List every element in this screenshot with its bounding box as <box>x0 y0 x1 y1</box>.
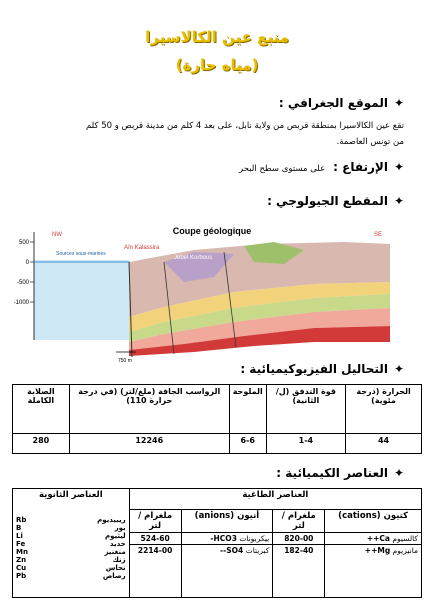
table-row <box>13 434 422 454</box>
location-text: تقع عين الكالاسيرا بمنطقة قربص من ولاية نابل، على بعد 4 كلم من مدينة قربص و 50 كلم من تونس العاصمة. <box>85 121 404 147</box>
secondary-element: Cu نحاس <box>16 564 126 572</box>
table-cell: 1-4 <box>266 434 345 454</box>
cation-value: 820-00 <box>273 533 325 545</box>
y-label: -1000 <box>14 300 29 306</box>
location-heading: ✦الموقع الجغرافي : <box>278 96 404 110</box>
chemical-heading: ✦العناصر الكيميائية : <box>276 466 404 480</box>
altitude-text: على مستوى سطح البحر <box>239 164 326 174</box>
place-label: Sources sous-marines <box>56 251 106 257</box>
anion-cell: كبريتات SO4-- <box>181 545 273 598</box>
secondary-element: Zn زنك <box>16 556 126 564</box>
mg-header: ملغرام / لتر <box>129 510 181 533</box>
secondary-elements-cell: العناصر الثانوية Rb ريبيديوم B بور Li ليثيوم Fe حديد Mn منغنيز Zn زنك Cu نحاس Pb رصاص <box>13 489 130 598</box>
place-label: Jebel Korbous <box>174 255 213 261</box>
scale-label: 750 m <box>118 358 132 364</box>
mg-header: ملغرام / لتر <box>273 510 325 533</box>
altitude-heading: ✦الإرتفاع :على مستوى سطح البحر <box>239 160 404 174</box>
se-label: SE <box>374 232 383 238</box>
main-elements-header: العناصر الطاغية <box>129 489 421 510</box>
geology-cross-section <box>14 222 410 364</box>
secondary-element: Li ليثيوم <box>16 532 126 540</box>
anions-header: أنيون (anions) <box>181 510 273 533</box>
secondary-element: Pb رصاص <box>16 572 126 580</box>
bullet-icon: ✦ <box>393 160 404 174</box>
table-cell: 12246 <box>69 434 229 454</box>
table-header-row <box>13 385 422 434</box>
page-subtitle: (مياه حارة) <box>175 56 259 74</box>
table-cell: 6-6 <box>229 434 266 454</box>
nw-label: NW <box>52 232 62 238</box>
table-header: الملوحة <box>229 385 266 434</box>
physchem-heading: ✦التحاليل الفيزيوكيميائية : <box>240 362 404 376</box>
table-header: الحرارة (درجة مئوية) <box>346 385 422 434</box>
table-cell: 44 <box>346 434 422 454</box>
cations-header: كتيون (cations) <box>325 510 422 533</box>
place-label: Aïn Kalassira <box>124 245 160 251</box>
bullet-icon: ✦ <box>393 362 404 376</box>
anion-value: 2214-00 <box>129 545 181 598</box>
secondary-element: Rb ريبيديوم <box>16 516 126 524</box>
anion-cell: بيكربونات HCO3- <box>181 533 273 545</box>
bullet-icon: ✦ <box>393 194 404 208</box>
physchem-table <box>12 384 422 454</box>
table-header: قوة التدفق (ل/الثانية) <box>266 385 345 434</box>
page-title: منبع عين الكالاسيرا <box>145 28 289 46</box>
y-label: 500 <box>18 240 29 246</box>
y-label: 0 <box>25 260 29 266</box>
geology-heading: ✦المقطع الجيولوجي : <box>267 194 404 208</box>
secondary-element: B بور <box>16 524 126 532</box>
secondary-element: Mn منغنيز <box>16 548 126 556</box>
anion-value: 524-60 <box>129 533 181 545</box>
secondary-element: Fe حديد <box>16 540 126 548</box>
chemical-table <box>12 488 422 598</box>
cation-cell: كالسيوم Ca++ <box>325 533 422 545</box>
y-label: -500 <box>16 280 29 286</box>
bullet-icon: ✦ <box>393 96 404 110</box>
figure-title: Coupe géologique <box>172 226 252 236</box>
cation-cell: مانيزيوم Mg++ <box>325 545 422 598</box>
bullet-icon: ✦ <box>393 466 404 480</box>
cation-value: 182-40 <box>273 545 325 598</box>
table-header: الرواسب الجافة (ملغ/لتر) (في درجة حرارة 110) <box>69 385 229 434</box>
table-header: الصلابة الكاملة <box>13 385 70 434</box>
table-cell: 280 <box>13 434 70 454</box>
